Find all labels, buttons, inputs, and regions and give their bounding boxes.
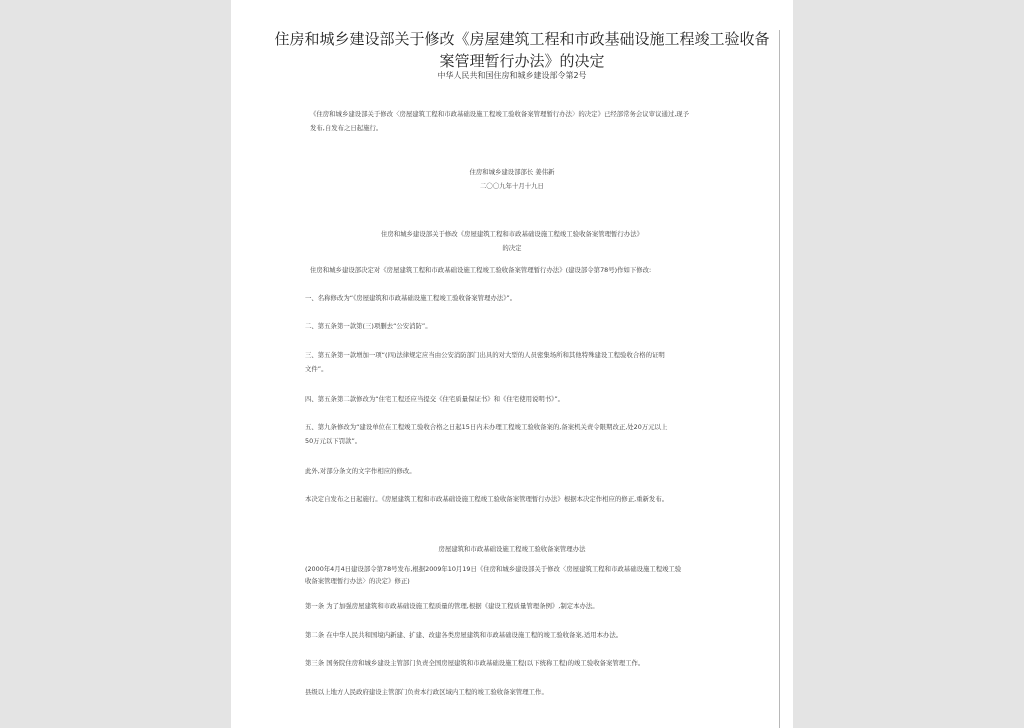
sign-date: 二〇〇九年十月十九日	[480, 182, 544, 190]
decision-lead: 住房和城乡建设部决定对《房屋建筑工程和市政基础设施工程竣工验收备案管理暂行办法》(建设部令第78号)作如下修改:	[310, 266, 652, 274]
intro-line-1: 《住房和城乡建设部关于修改〈房屋建筑工程和市政基础设施工程竣工验收备案管理暂行办法〉的决定》已经部常务会议审议通过,现予	[310, 110, 690, 118]
article-3: 第三条 国务院住房和城乡建设主管部门负责全国房屋建筑和市政基础设施工程(以下统称工程)的竣工验收备案管理工作。	[305, 659, 645, 667]
document-title: 住房和城乡建设部关于修改《房屋建筑工程和市政基础设施工程竣工验收备案管理暂行办法》的决定	[274, 30, 770, 70]
amendment-item-2: 二、第五条第一款第(三)项删去“公安消防”。	[305, 322, 432, 330]
decision-subtitle: 的决定	[502, 244, 522, 252]
article-3-para-2: 县级以上地方人民政府建设主管部门负责本行政区域内工程的竣工验收备案管理工作。	[305, 688, 548, 696]
decision-title: 住房和城乡建设部关于修改《房屋建筑工程和市政基础设施工程竣工验收备案管理暂行办法》	[380, 230, 643, 238]
effective-note: 本决定自发布之日起施行。《房屋建筑工程和市政基础设施工程竣工验收备案管理暂行办法》根据本决定作相应的修正,重新发布。	[305, 495, 669, 503]
order-number: 中华人民共和国住房和城乡建设部令第2号	[437, 71, 587, 80]
amendment-item-3a: 三、第五条第一款增加一项“(四)法律规定应当由公安消防部门出具的对大型的人员密集场所和其他特殊建设工程验收合格的证明	[305, 351, 665, 359]
amendment-item-5a: 五、第九条修改为“建设单位在工程竣工验收合格之日起15日内未办理工程竣工验收备案的,备案机关责令限期改正,处20万元以上	[305, 423, 668, 431]
article-1: 第一条 为了加强房屋建筑和市政基础设施工程质量的管理,根据《建设工程质量管理条例》,制定本办法。	[305, 602, 599, 610]
margin-line	[779, 30, 780, 728]
measures-note-1: (2000年4月4日建设部令第78号发布,根据2009年10月19日《住房和城乡建设部关于修改〈房屋建筑工程和市政基础设施工程竣工验	[305, 565, 682, 573]
amendment-item-3b: 文件”。	[305, 365, 328, 373]
intro-line-2: 发布,自发布之日起施行。	[310, 124, 383, 132]
extra-note: 此外,对部分条文的文字作相应的修改。	[305, 467, 416, 475]
measures-title: 房屋建筑和市政基础设施工程竣工验收备案管理办法	[438, 545, 586, 553]
amendment-item-5b: 50万元以下罚款”。	[305, 437, 362, 445]
amendment-item-1: 一、名称修改为“《房屋建筑和市政基础设施工程竣工验收备案管理办法》”。	[305, 294, 517, 302]
measures-note-2: 收备案管理暂行办法〉的决定》修正)	[305, 577, 410, 585]
document-page	[231, 0, 793, 728]
signer: 住房和城乡建设部部长 姜伟新	[469, 168, 555, 176]
article-2: 第二条 在中华人民共和国境内新建、扩建、改建各类房屋建筑和市政基础设施工程的竣工验收备案,适用本办法。	[305, 631, 623, 639]
amendment-item-4: 四、第五条第二款修改为“住宅工程还应当提交《住宅质量保证书》和《住宅使用说明书》”。	[305, 395, 565, 403]
